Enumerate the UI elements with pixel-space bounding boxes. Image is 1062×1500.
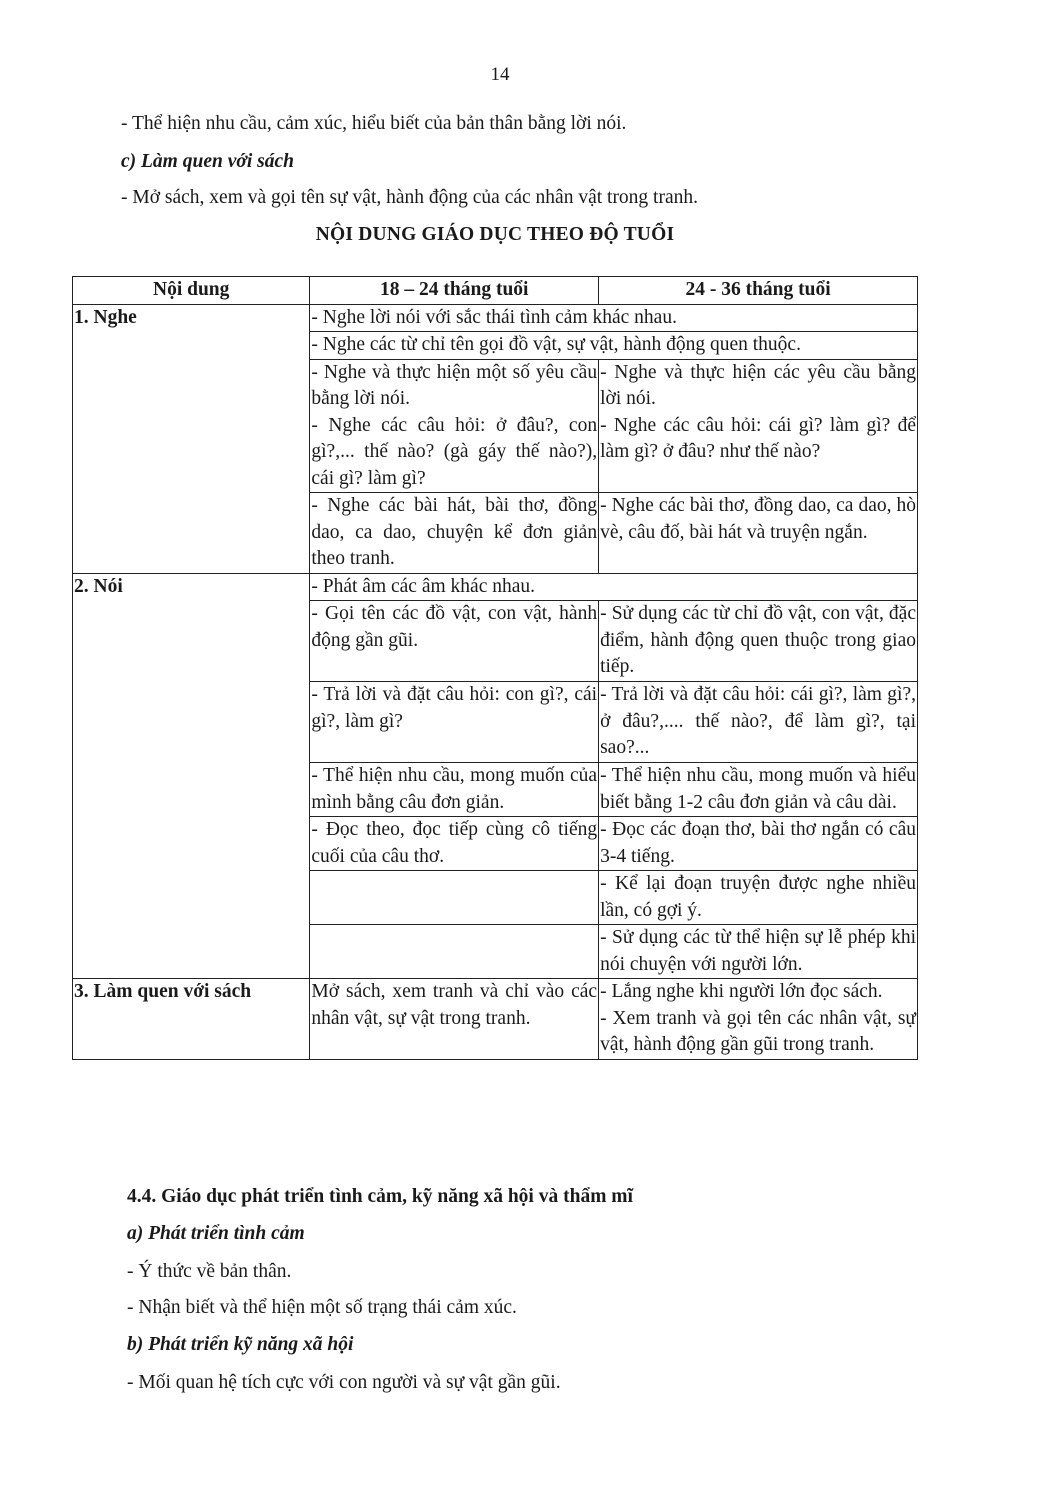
noi-row2-24-36: - Sử dụng các từ chỉ đồ vật, con vật, đặc điểm, hành động quen thuộc trong giao tiếp. [599,601,918,682]
noi-row1: - Phát âm các âm khác nhau. [310,573,918,601]
nghe-row1: - Nghe lời nói với sắc thái tình cảm khác nhau. [310,304,918,332]
heading-b: b) Phát triển kỹ năng xã hội [127,1334,354,1355]
line-a2: - Nhận biết và thể hiện một số trạng thái cảm xúc. [127,1297,517,1318]
noi-row5-18-24: - Đọc theo, đọc tiếp cùng cô tiếng cuối của câu thơ. [310,817,599,871]
heading-c: c) Làm quen với sách [121,151,294,172]
section-lam-quen-voi-sach: 3. Làm quen với sách [73,979,310,1060]
table-header-row [73,277,918,305]
sach-18-24: Mở sách, xem tranh và chỉ vào các nhân vật, sự vật trong tranh. [310,979,599,1060]
sach-b2: - Xem tranh và gọi tên các nhân vật, sự vật, hành động gần gũi trong tranh. [600,1007,916,1055]
nghe-row3-a1: - Nghe và thực hiện một số yêu cầu bằng lời nói. [311,361,598,409]
noi-row7-18-24-empty [310,925,599,979]
page-number: 14 [490,64,510,85]
noi-row3-24-36: - Trả lời và đặt câu hỏi: cái gì?, làm gì?, ở đâu?,.... thế nào?, để làm gì?, tại sao?... [599,682,918,763]
intro-line-2: - Mở sách, xem và gọi tên sự vật, hành động của các nhân vật trong tranh. [121,187,699,208]
table-title: NỘI DUNG GIÁO DỤC THEO ĐỘ TUỔI [315,224,675,245]
heading-4-4: 4.4. Giáo dục phát triển tình cảm, kỹ năng xã hội và thẩm mĩ [127,1186,633,1207]
line-a1: - Ý thức về bản thân. [127,1261,292,1282]
sach-24-36 [599,979,918,1060]
nghe-row3-24-36 [599,359,918,493]
section-nghe: 1. Nghe [73,304,310,573]
nghe-row4-24-36: - Nghe các bài thơ, đồng dao, ca dao, hò vè, câu đố, bài hát và truyện ngắn. [599,493,918,574]
noi-row4-24-36: - Thể hiện nhu cầu, mong muốn và hiểu biết bằng 1-2 câu đơn giản và câu dài. [599,763,918,817]
nghe-row3-b1: - Nghe và thực hiện các yêu cầu bằng lời nói. [600,361,916,409]
table-row [73,304,918,332]
nghe-row2: - Nghe các từ chỉ tên gọi đồ vật, sự vật, hành động quen thuộc. [310,332,918,360]
table-row [73,979,918,1060]
intro-line-1: - Thể hiện nhu cầu, cảm xúc, hiểu biết của bản thân bằng lời nói. [121,113,627,134]
noi-row2-18-24: - Gọi tên các đồ vật, con vật, hành động gần gũi. [310,601,599,682]
sach-b1: - Lắng nghe khi người lớn đọc sách. [600,981,883,1002]
section-noi: 2. Nói [73,573,310,979]
header-18-24: 18 – 24 tháng tuổi [310,277,599,305]
noi-row7-24-36: - Sử dụng các từ thể hiện sự lễ phép khi nói chuyện với người lớn. [599,925,918,979]
heading-a: a) Phát triển tình cảm [127,1223,305,1244]
line-b1: - Mối quan hệ tích cực với con người và sự vật gần gũi. [127,1372,561,1393]
nghe-row3-18-24 [310,359,599,493]
noi-row6-24-36: - Kể lại đoạn truyện được nghe nhiều lần, có gợi ý. [599,871,918,925]
noi-row5-24-36: - Đọc các đoạn thơ, bài thơ ngắn có câu 3-4 tiếng. [599,817,918,871]
noi-row4-18-24: - Thể hiện nhu cầu, mong muốn của mình bằng câu đơn giản. [310,763,599,817]
nghe-row3-a2: - Nghe các câu hỏi: ở đâu?, con gì?,... thế nào? (gà gáy thế nào?), cái gì? làm gì? [311,414,598,489]
noi-row6-18-24-empty [310,871,599,925]
content-table [72,276,918,1060]
nghe-row4-18-24: - Nghe các bài hát, bài thơ, đồng dao, ca dao, chuyện kể đơn giản theo tranh. [310,493,599,574]
header-noi-dung: Nội dung [73,277,310,305]
header-24-36: 24 - 36 tháng tuổi [599,277,918,305]
nghe-row3-b2: - Nghe các câu hỏi: cái gì? làm gì? để làm gì? ở đâu? như thế nào? [600,414,916,462]
noi-row3-18-24: - Trả lời và đặt câu hỏi: con gì?, cái gì?, làm gì? [310,682,599,763]
table-row [73,573,918,601]
